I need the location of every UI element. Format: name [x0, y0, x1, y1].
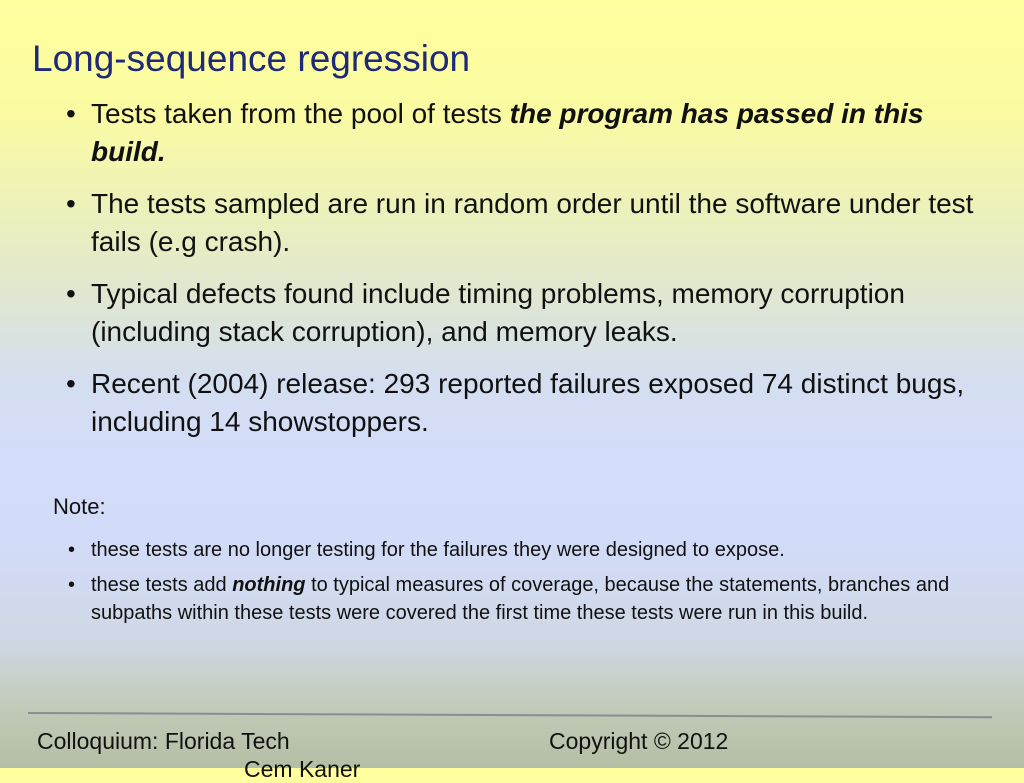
note-text: these tests are no longer testing for the failures they were designed to expose. — [91, 539, 785, 561]
note-text: these tests add — [91, 574, 233, 596]
main-bullet-list — [60, 95, 990, 455]
bullet-dot: • — [66, 368, 76, 399]
bullet-dot: • — [66, 278, 76, 309]
note-item — [66, 571, 966, 627]
footer-divider — [28, 712, 992, 718]
bullet-text: Recent (2004) release: 293 reported failures exposed 74 distinct bugs, including 14 showstoppers. — [91, 368, 965, 437]
bullet-dot: • — [66, 188, 76, 219]
footer-author: Cem Kaner — [244, 756, 361, 782]
note-item — [66, 536, 966, 564]
bullet-text: The tests sampled are run in random order until the software under test fails (e.g crash). — [91, 188, 974, 257]
bullet-emphasis-text: the program has passed in this build. — [91, 98, 924, 167]
footer-copyright: Copyright © 2012 — [549, 728, 729, 754]
bullet-dot: • — [66, 98, 76, 129]
note-bullet-dot: • — [68, 574, 76, 596]
note-emphasis-text: nothing — [232, 574, 306, 596]
note-text: to typical measures of coverage, because the statements, branches and subpaths within these tests were covered the first time these tests were run in this build. — [91, 574, 950, 624]
bullet-item — [60, 185, 990, 261]
footer-event: Colloquium: Florida Tech — [37, 728, 290, 754]
bullet-item — [60, 365, 990, 441]
bullet-item — [60, 95, 990, 171]
note-list — [66, 536, 966, 634]
bullet-text: Tests taken from the pool of tests — [91, 98, 510, 129]
bullet-text: Typical defects found include timing problems, memory corruption (including stack corruption), and memory leaks. — [91, 278, 905, 347]
slide-title: Long-sequence regression — [32, 38, 471, 79]
note-bullet-dot: • — [68, 539, 76, 561]
note-label: Note: — [53, 494, 106, 519]
bullet-item — [60, 275, 990, 351]
